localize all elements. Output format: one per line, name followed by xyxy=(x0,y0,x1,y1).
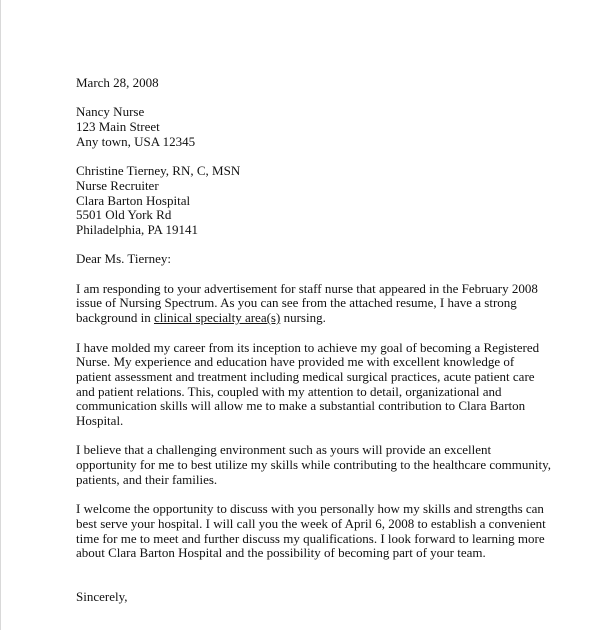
specialty-area-placeholder: clinical specialty area(s) xyxy=(153,310,281,326)
cover-letter xyxy=(76,76,552,605)
sender-street: 123 Main Street xyxy=(76,119,160,135)
paragraph-follow-up: I welcome the opportunity to discuss with you personally how my skills and strengths can best serve your hospital. I will call you the week of April 6, 2008 to establish a convenient time for me to meet and further discuss my qualifications. I look forward to learning more about Clara Barton Hospital and the possibility of becoming part of your team. xyxy=(76,501,546,561)
salutation: Dear Ms. Tierney: xyxy=(76,251,171,267)
recipient-address xyxy=(76,164,552,238)
paragraph-introduction-text-before: I am responding to your advertisement for staff nurse that appeared in the February 2008 issue of Nursing Spectrum. As you can see from the attached resume, I have a strong background in xyxy=(76,280,538,326)
sender-city-line: Any town, USA 12345 xyxy=(76,133,196,149)
salutation-block xyxy=(76,252,552,267)
recipient-city-line: Philadelphia, PA 19141 xyxy=(76,222,198,237)
sender-name: Nancy Nurse xyxy=(76,104,145,120)
closing-sign-off: Sincerely, xyxy=(76,589,128,605)
recipient-title: Nurse Recruiter xyxy=(76,177,159,193)
page-edge-divider xyxy=(0,0,1,630)
paragraph-introduction-text-after: nursing. xyxy=(280,310,326,326)
recipient-name: Christine Tierney, RN, C, MSN xyxy=(76,163,241,179)
letter-date: March 28, 2008 xyxy=(76,75,159,90)
paragraph-environment: I believe that a challenging environment such as yours will provide an excellent opportunity for me to best utilize my skills while contributing to the healthcare community, patients, and their families. xyxy=(76,442,552,487)
closing-block xyxy=(76,590,552,605)
recipient-street: 5501 Old York Rd xyxy=(76,207,172,223)
paragraph-experience: I have molded my career from its inception to achieve my goal of becoming a Registered Nurse. My experience and education have provided me with excellent knowledge of patient assessment and treatment including medical surgical practices, acute patient care and patient relations. This, coupled with my attention to detail, organizational and communication skills will allow me to make a substantial contribution to Clara Barton Hospital. xyxy=(76,339,540,429)
sender-address xyxy=(76,105,552,149)
recipient-organization: Clara Barton Hospital xyxy=(76,192,191,208)
paragraph-introduction xyxy=(76,282,552,326)
letter-date-block xyxy=(76,76,552,91)
